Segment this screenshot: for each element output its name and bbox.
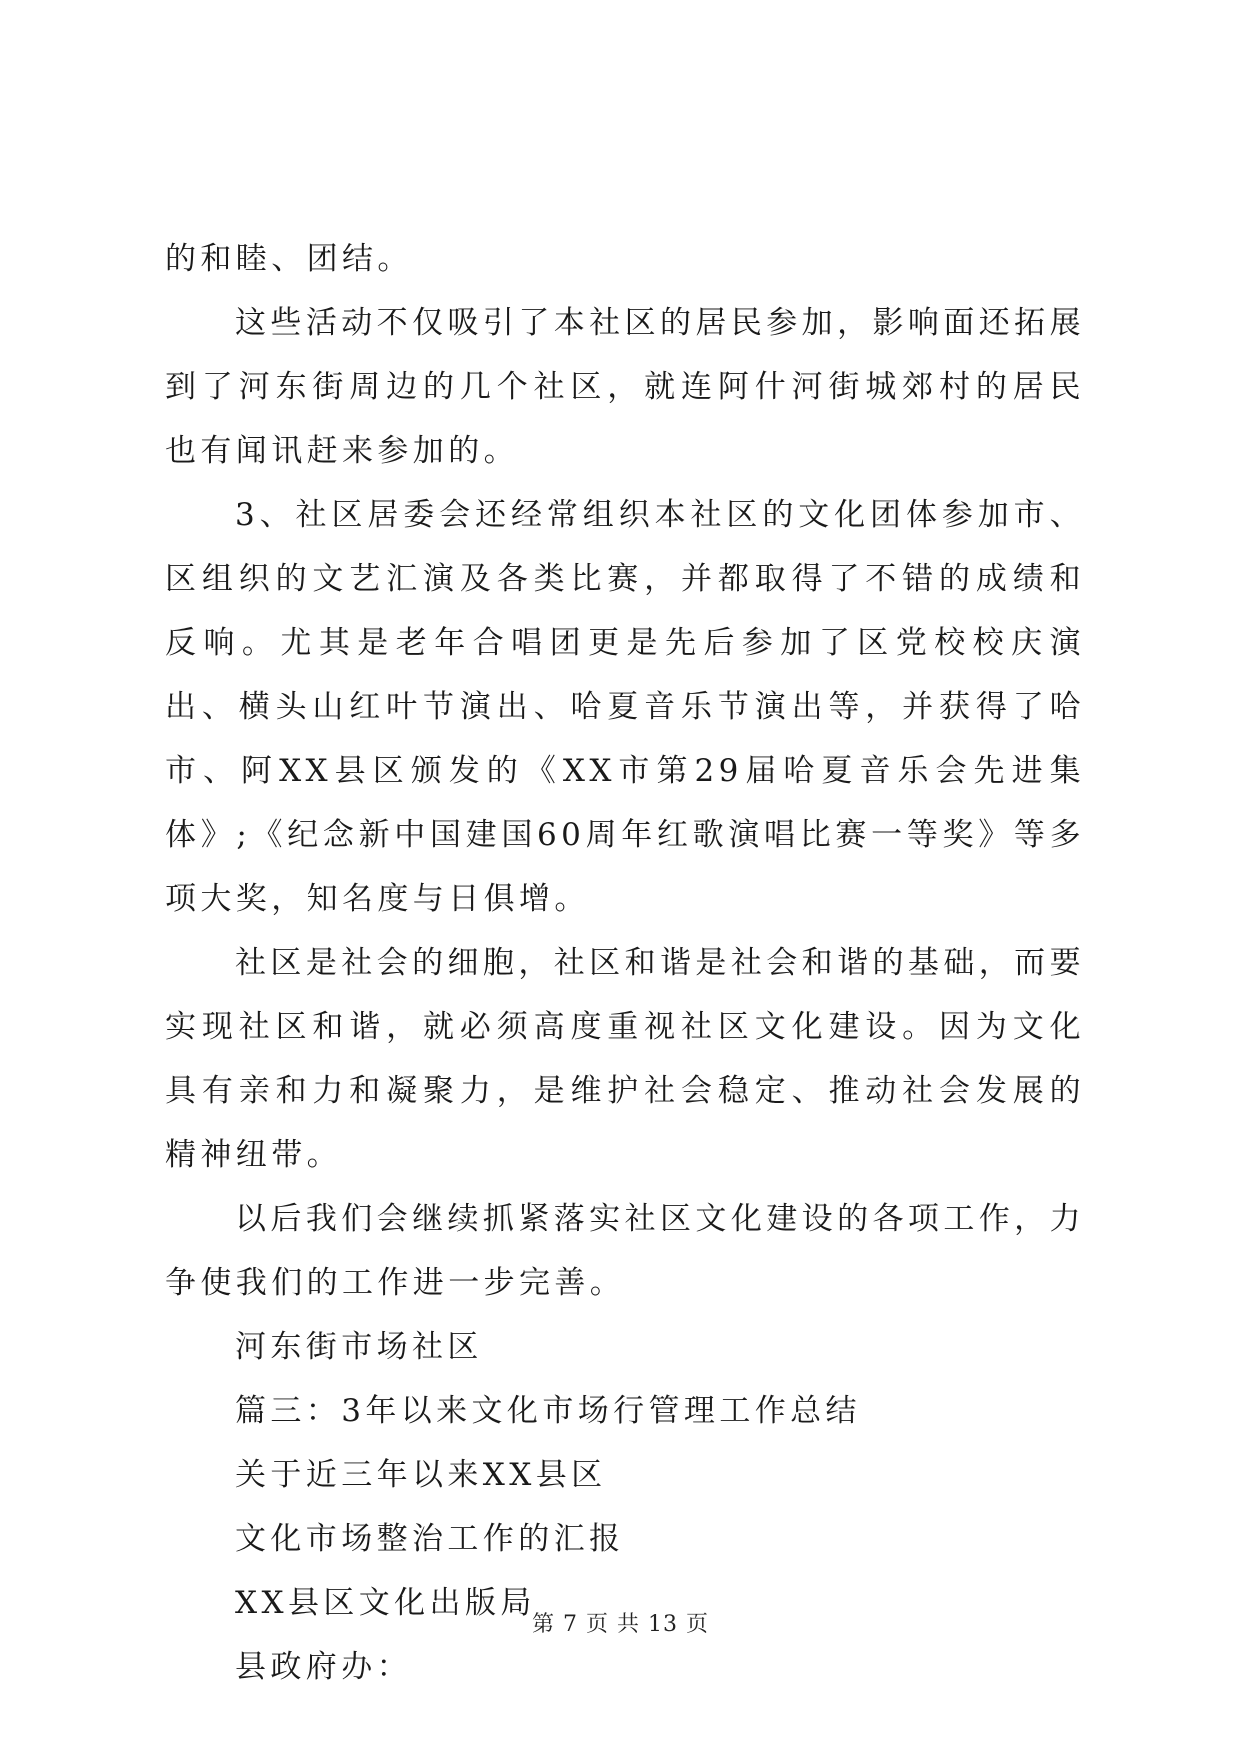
report-author: XX县区文化出版局 xyxy=(235,1585,536,1621)
paragraph-future-work: 以后我们会继续抓紧落实社区文化建设的各项工作，力争使我们的工作进一步完善。 xyxy=(165,1201,1085,1301)
page-footer: 第 7 页 共 13 页 xyxy=(532,1612,709,1637)
report-title-line-1: 关于近三年以来XX县区 xyxy=(235,1457,607,1493)
paragraph-item-3: 3、社区居委会还经常组织本社区的文化团体参加市、区组织的文艺汇演及各类比赛，并都取得了不错的成绩和反响。尤其是老年合唱团更是先后参加了区党校校庆演出、横头山红叶节演出、哈夏音乐节演出等，并获得了哈市、阿XX县区颁发的《XX市第29届哈夏音乐会先进集体》;《纪念新中国建国60周年红歌演唱比赛一等奖》等多项大奖，知名度与日俱增。 xyxy=(165,497,1085,917)
document-body xyxy=(165,227,1085,1699)
paragraph-activities: 这些活动不仅吸引了本社区的居民参加，影响面还拓展到了河东街周边的几个社区，就连阿什河街城郊村的居民也有闻讯赶来参加的。 xyxy=(165,305,1085,469)
report-recipient: 县政府办： xyxy=(235,1649,412,1685)
report-title-line-2: 文化市场整治工作的汇报 xyxy=(235,1521,625,1557)
section-heading: 篇三：3年以来文化市场行管理工作总结 xyxy=(235,1393,861,1429)
paragraph-community-harmony: 社区是社会的细胞，社区和谐是社会和谐的基础，而要实现社区和谐，就必须高度重视社区文化建设。因为文化具有亲和力和凝聚力，是维护社会稳定、推动社会发展的精神纽带。 xyxy=(165,945,1085,1173)
paragraph-continuation: 的和睦、团结。 xyxy=(165,241,413,277)
signature-community: 河东街市场社区 xyxy=(235,1329,483,1365)
